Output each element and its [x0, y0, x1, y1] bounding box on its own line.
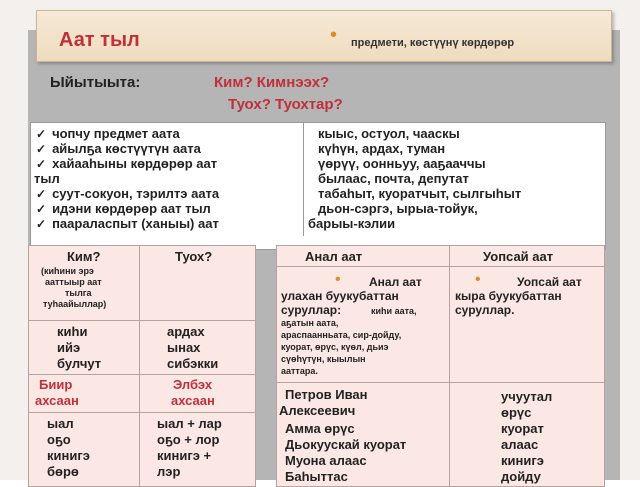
check-icon: ✓: [36, 187, 47, 201]
proper-noun-def-detail: киһи аата,: [371, 306, 417, 316]
proper-noun-def-detail: куорат, өрүс, күөл, дьиэ: [281, 342, 389, 352]
column-divider: [139, 246, 140, 486]
definition-example: үөрүү, оонньуу, ааҕааччы: [318, 156, 486, 171]
common-noun-def-line: кыра буукубаттан: [455, 289, 562, 303]
definition-divider: [303, 122, 304, 236]
proper-noun-def-detail: араспаанньата, сир-дойду,: [281, 330, 402, 340]
definition-example: кыыс, остуол, чааскы: [318, 126, 460, 141]
plural-example: оҕо + лор: [157, 432, 220, 447]
definition-example: былаас, почта, депутат: [318, 171, 469, 186]
common-noun-example: алаас: [501, 437, 539, 452]
singular-header: ахсаан: [35, 393, 79, 408]
common-noun-example: кинигэ: [501, 453, 544, 468]
proper-noun-def-detail: сүөһүтүн, кыылын: [281, 354, 366, 364]
common-noun-header: Уопсай аат: [483, 249, 554, 264]
who-example: ийэ: [57, 340, 81, 355]
bullet-icon: •: [330, 24, 338, 46]
plural-header: Элбэх: [173, 377, 213, 392]
bullet-icon: •: [335, 271, 341, 288]
plural-example: ыал + лар: [157, 416, 222, 431]
what-header: Туох?: [175, 249, 213, 264]
who-note: ааттыыр аат: [45, 277, 102, 287]
definition-item: тыл: [34, 171, 60, 186]
check-icon: ✓: [36, 127, 47, 141]
definition-item: ✓ идэни көрдөрөр аат тыл: [36, 201, 211, 216]
page-title: Аат тыл: [59, 29, 140, 51]
singular-example: оҕо: [47, 432, 71, 447]
what-example: сибэкки: [167, 356, 219, 371]
check-icon: ✓: [36, 157, 47, 171]
who-note: туһаайыллар): [43, 299, 107, 309]
questions-what: Туох? Туохтар?: [228, 96, 343, 113]
proper-noun-example: Амма өрүс: [285, 421, 355, 436]
bullet-icon: •: [475, 271, 481, 288]
proper-noun-def-title: Анал аат: [369, 275, 422, 289]
singular-example: ыал: [47, 416, 74, 431]
who-note: (киһини эрэ: [41, 266, 94, 276]
check-icon: ✓: [36, 217, 47, 231]
singular-example: кинигэ: [47, 448, 90, 463]
definition-item: ✓ паараласпыт (ханыы) аат: [36, 216, 219, 231]
questions-who: Ким? Кимнээх?: [214, 74, 330, 91]
row-divider: [29, 374, 255, 375]
common-noun-def-title: Уопсай аат: [517, 275, 582, 289]
row-divider: [277, 266, 604, 267]
definition-item: ✓ чопчу предмет аата: [36, 126, 180, 141]
title-bar: [36, 10, 612, 62]
proper-noun-example: Баһыттас: [285, 469, 348, 484]
common-noun-example: учуутал: [501, 389, 553, 404]
proper-noun-example: Петров Иван: [285, 387, 368, 402]
definition-example: дьон-сэргэ, ырыа-тойук,: [318, 201, 478, 216]
proper-noun-example: Алексеевич: [279, 403, 356, 418]
proper-noun-def-detail: ааттара.: [281, 366, 318, 376]
plural-example: лэр: [157, 464, 181, 479]
common-noun-example: өрүс: [501, 405, 532, 420]
who-example: булчут: [57, 356, 102, 371]
check-icon: ✓: [36, 202, 47, 216]
proper-noun-example: Дьокуускай куорат: [285, 437, 407, 452]
right-table: [276, 245, 605, 487]
definition-example: күһүн, ардах, туман: [318, 141, 446, 156]
check-icon: ✓: [36, 142, 47, 156]
what-example: ынах: [167, 340, 201, 355]
questions-label: Ыйытыыта:: [50, 74, 141, 91]
column-divider: [449, 246, 450, 486]
row-divider: [29, 412, 255, 413]
proper-noun-def-line: суруллар:: [281, 303, 342, 317]
proper-noun-example: Муона алаас: [285, 453, 367, 468]
definition-item: ✓ суут-сокуон, тэрилтэ аата: [36, 186, 220, 201]
who-example: киһи: [57, 324, 88, 339]
proper-noun-header: Анал аат: [305, 249, 363, 264]
common-noun-example: дойду: [501, 469, 541, 484]
row-divider: [277, 382, 604, 383]
definition-item: ✓ айылҕа көстүүтүн аата: [36, 141, 201, 156]
proper-noun-def-line: улахан буукубаттан: [281, 289, 399, 303]
singular-example: бөрө: [47, 464, 79, 479]
who-note: тылга: [65, 288, 92, 298]
definition-item: ✓ хайааһыны көрдөрөр аат: [36, 156, 218, 171]
page-subtitle: предмети, көстүүнү көрдөрөр: [351, 37, 515, 49]
plural-example: кинигэ +: [157, 448, 212, 463]
common-noun-example: куорат: [501, 421, 544, 436]
proper-noun-def-detail: аҕатын аата,: [281, 318, 339, 328]
singular-header: Биир: [39, 377, 73, 392]
row-divider: [29, 320, 255, 321]
plural-header: ахсаан: [171, 393, 215, 408]
definition-example: табаһыт, куоратчыт, сылгыһыт: [318, 186, 522, 201]
who-header: Ким?: [67, 249, 101, 264]
left-table: [28, 245, 256, 487]
common-noun-def-line: суруллар.: [455, 303, 515, 317]
what-example: ардах: [167, 324, 205, 339]
definition-example: барыы-кэлии: [308, 216, 396, 231]
